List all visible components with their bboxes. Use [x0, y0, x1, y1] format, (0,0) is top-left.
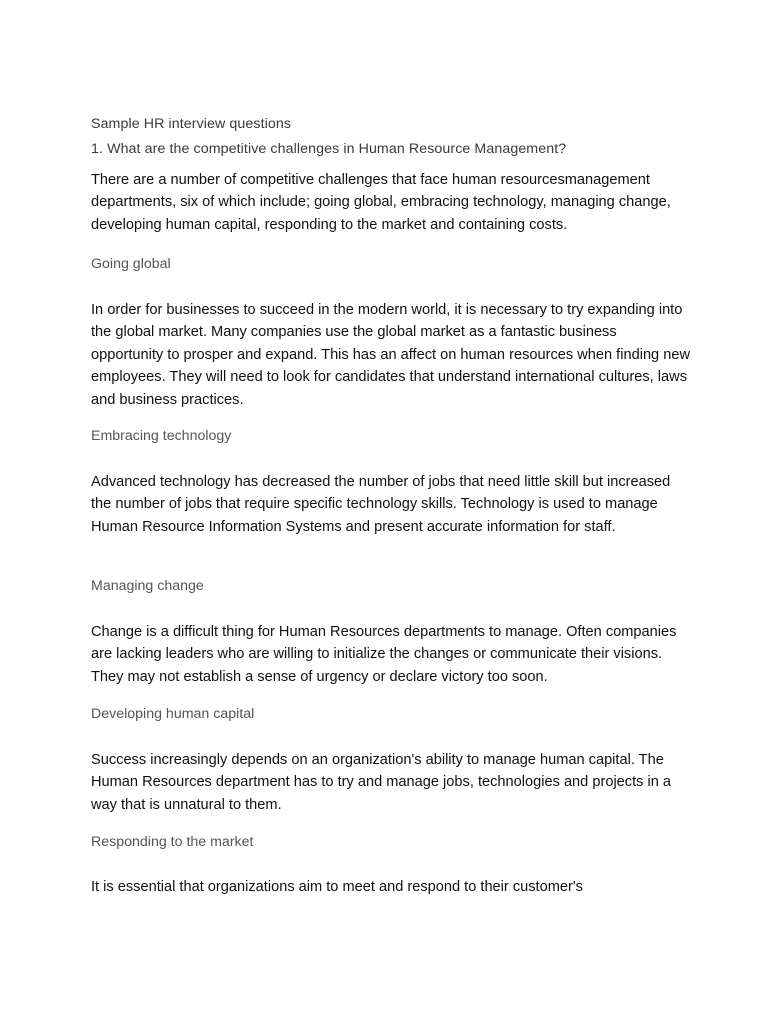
section-body-embracing-technology: Advanced technology has decreased the number of jobs that need little skill but increased the number of jobs that require specific technology skills. Technology is used to manage Human Resource Information Systems and present accurate information for staff.	[91, 474, 671, 535]
section-heading-going-global: Going global	[91, 256, 171, 272]
section-body-responding-to-the-market: It is essential that organizations aim to meet and respond to their customer's	[91, 879, 583, 895]
question-heading: 1. What are the competitive challenges in Human Resource Management?	[91, 141, 567, 157]
section-heading-embracing-technology: Embracing technology	[91, 428, 232, 444]
section-body-going-global: In order for businesses to succeed in the modern world, it is necessary to try expanding into the global market. Many companies use the global market as a fantastic business opportunity to prosper and expand. This has an affect on human resources when finding new employees. They will need to look for candidates that understand international cultures, laws and business practices.	[91, 302, 690, 408]
section-body-managing-change: Change is a difficult thing for Human Resources departments to manage. Often companies are lacking leaders who are willing to initialize the changes or communicate their visions. They may not establish a sense of urgency or declare victory too soon.	[91, 624, 677, 685]
section-heading-managing-change: Managing change	[91, 578, 204, 594]
section-heading-responding-to-the-market: Responding to the market	[91, 834, 254, 850]
intro-paragraph: There are a number of competitive challenges that face human resourcesmanagement departments, six of which include; going global, embracing technology, managing change, developing human capital, responding to the market and containing costs.	[91, 172, 671, 233]
section-body-developing-human-capital: Success increasingly depends on an organization's ability to manage human capital. The Human Resources department has to try and manage jobs, technologies and projects in a way that is unnatural to them.	[91, 752, 672, 813]
section-heading-developing-human-capital: Developing human capital	[91, 706, 255, 722]
document-title: Sample HR interview questions	[91, 116, 292, 132]
